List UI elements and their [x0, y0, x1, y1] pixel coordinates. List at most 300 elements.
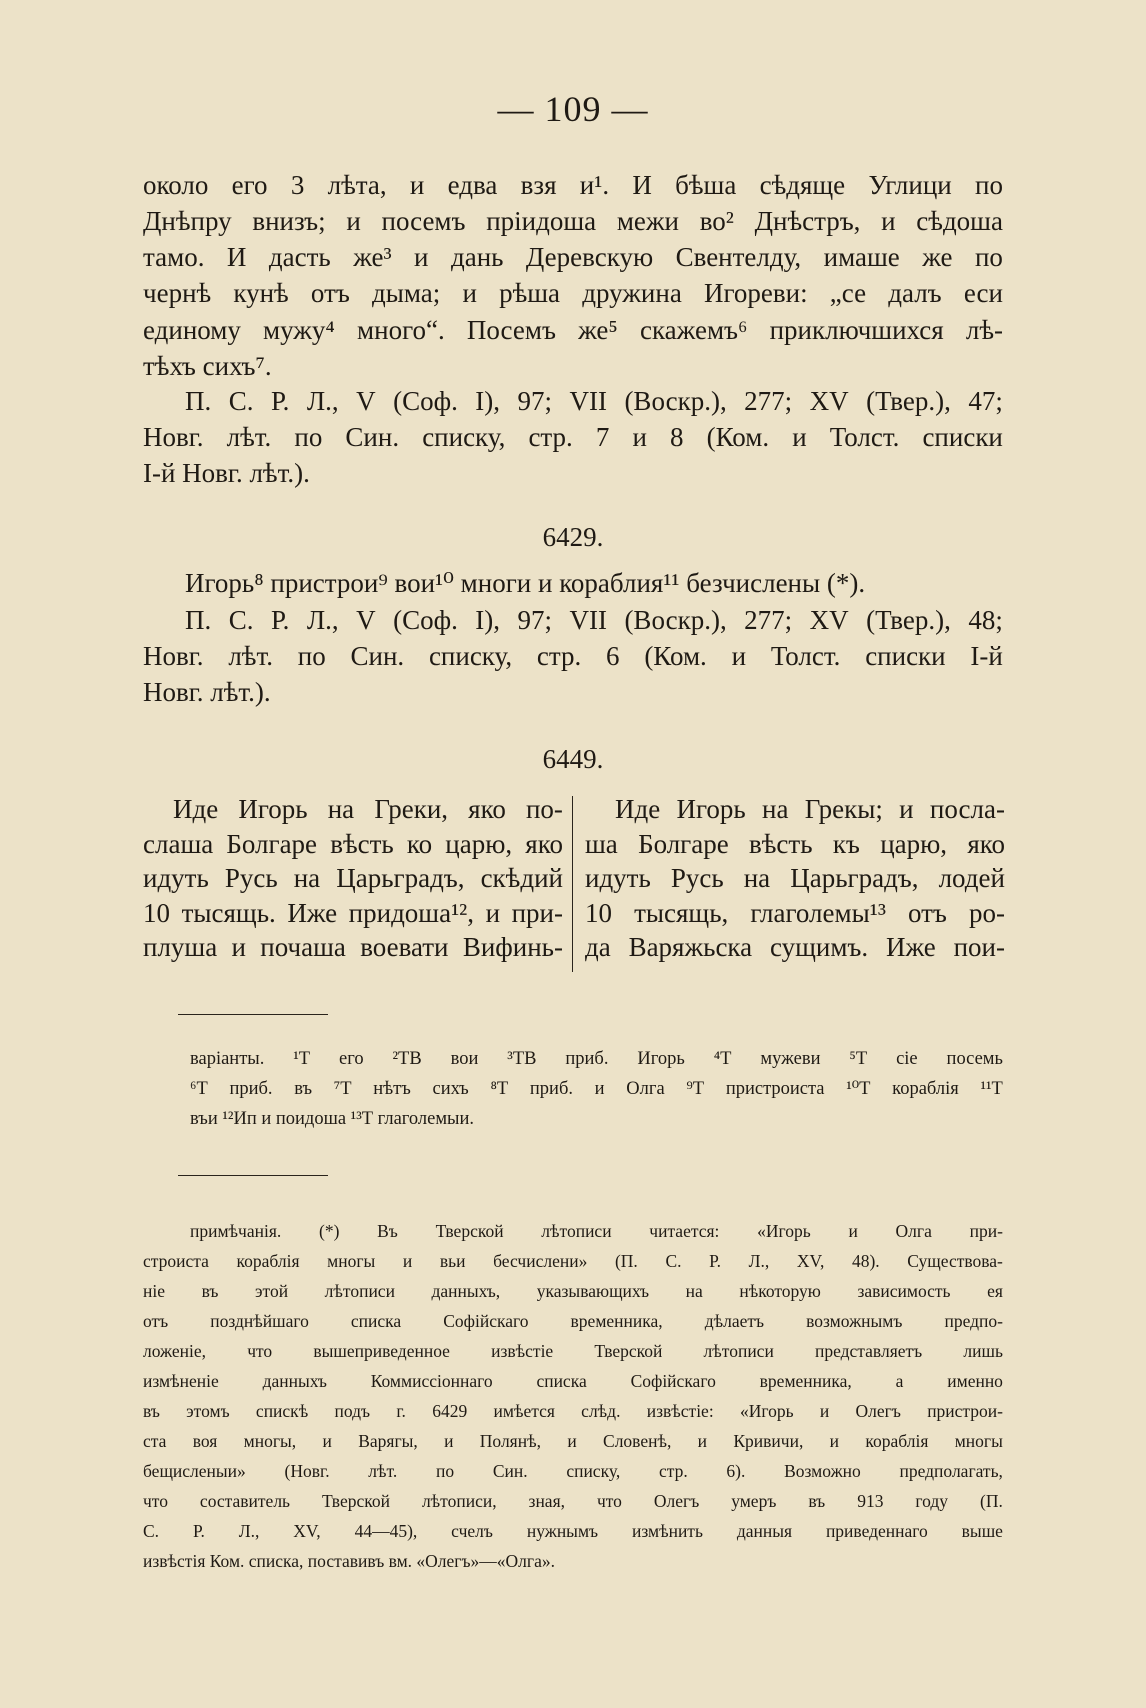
word: да: [585, 932, 611, 962]
word: V: [356, 605, 376, 635]
word: тысящь.: [181, 897, 276, 928]
word: С.: [665, 1251, 682, 1271]
word: ¹¹Т: [980, 1079, 1003, 1099]
column-line-text: [143, 861, 563, 896]
word: 913: [857, 1491, 884, 1511]
word: составитель: [199, 1491, 291, 1511]
footnote-rule: [178, 1014, 328, 1015]
column-line-text: [143, 896, 563, 931]
word: Полянѣ,: [479, 1431, 541, 1451]
word: П.: [185, 386, 212, 416]
notes-line: [143, 1336, 1003, 1366]
column-line: [143, 896, 563, 931]
word: и¹.: [579, 170, 610, 200]
word: и: [594, 1079, 605, 1099]
reference-content: [185, 384, 1003, 418]
word: что: [247, 1341, 273, 1361]
word: 6).: [726, 1461, 746, 1481]
word: 3: [290, 170, 305, 200]
word: и: [792, 422, 807, 452]
text-line: [143, 204, 1003, 238]
word: Иде: [615, 794, 661, 824]
text-line-content: [143, 313, 1003, 347]
word: его: [339, 1049, 364, 1069]
word: сѣдяще: [759, 170, 846, 200]
word: XV,: [796, 1251, 825, 1271]
word: зависимость: [857, 1281, 951, 1301]
word: списку,: [566, 1461, 621, 1481]
word: при-: [511, 897, 563, 928]
word: 10: [585, 897, 612, 928]
word: яко: [967, 828, 1005, 859]
word: Варягы,: [358, 1431, 418, 1451]
word: царю,: [445, 828, 513, 859]
word: ¹⁰Т: [846, 1079, 871, 1099]
reference-content: [143, 639, 1003, 673]
word: подъ: [334, 1401, 371, 1421]
word: на: [762, 794, 789, 824]
word: списку,: [422, 422, 506, 452]
word: и: [414, 242, 429, 272]
word: строиста: [143, 1251, 209, 1271]
word: и: [848, 1221, 858, 1241]
word: и: [231, 932, 246, 962]
word: Р.: [270, 386, 290, 416]
word: по: [435, 1461, 455, 1481]
word: ⁸Т: [490, 1079, 509, 1099]
word: Л.,: [306, 386, 339, 416]
word: и: [697, 1431, 708, 1451]
word: много“.: [357, 315, 445, 345]
word: дасть: [268, 242, 331, 272]
word: и: [632, 422, 647, 452]
word: ста: [143, 1431, 167, 1451]
word: (Соф.: [393, 386, 458, 416]
word: ⁵Т: [849, 1049, 868, 1069]
word: посла-: [929, 794, 1005, 824]
word: Болгаре: [638, 828, 729, 859]
word: дыма;: [372, 278, 441, 308]
text-line-content: [143, 168, 1003, 202]
word: Иже: [885, 932, 936, 962]
word: Новг.: [143, 422, 204, 452]
word: году: [915, 1491, 949, 1511]
word: Р.: [270, 605, 290, 635]
word: указывающихъ: [536, 1281, 650, 1301]
word: вои: [450, 1049, 479, 1069]
word: (Новг.: [284, 1461, 330, 1481]
word: же³: [353, 242, 392, 272]
word: Олегъ: [855, 1401, 901, 1421]
word: глаголемы¹³: [750, 897, 886, 928]
notes-block: [143, 1216, 1003, 1576]
word: позднѣйшаго: [210, 1311, 309, 1331]
word: ко: [406, 828, 433, 859]
right-column: [585, 792, 1005, 965]
text-line-content: тѣхъ сихъ⁷.: [143, 351, 272, 381]
word: лѣ-: [965, 315, 1003, 345]
variants-line-text: [190, 1044, 1003, 1074]
word: 277;: [744, 605, 793, 635]
word: XV: [809, 386, 849, 416]
word: Иже: [287, 897, 338, 928]
notes-line: [143, 1246, 1003, 1276]
word: отъ: [310, 278, 350, 308]
word: имаше: [823, 242, 900, 272]
word: Тверской: [435, 1221, 504, 1241]
word: Игорь: [676, 794, 746, 824]
column-line: [143, 792, 563, 827]
word: Толст.: [829, 422, 900, 452]
word: чернѣ: [143, 278, 212, 308]
word: скажемъ⁶: [639, 315, 748, 345]
word: V: [356, 386, 376, 416]
column-line-text: [173, 792, 563, 827]
notes-line-text: [143, 1456, 1003, 1486]
word: ¹Т: [293, 1049, 311, 1069]
word: Олга: [895, 1221, 932, 1241]
word: лѣтописи: [324, 1281, 395, 1301]
word: и: [881, 206, 896, 236]
word: Новг.: [143, 641, 204, 671]
word: (Ком.: [644, 641, 707, 671]
word: лѣт.: [228, 641, 273, 671]
word: И: [226, 242, 247, 272]
word: пои-: [953, 932, 1005, 962]
word: списка: [536, 1371, 587, 1391]
column-line: [143, 861, 563, 896]
word: многы: [954, 1431, 1003, 1451]
notes-line-text: [143, 1306, 1003, 1336]
word: ша: [585, 828, 618, 859]
word: (П.: [614, 1251, 638, 1271]
notes-line: [143, 1366, 1003, 1396]
word: и: [409, 170, 425, 200]
word: возможнымъ: [806, 1311, 903, 1331]
word: и: [899, 794, 914, 824]
word: и: [567, 1431, 577, 1451]
word: многы: [327, 1251, 376, 1271]
word: стр.: [536, 641, 582, 671]
word: слаша: [143, 828, 214, 859]
word: (Твер.),: [866, 386, 951, 416]
word: что: [143, 1491, 168, 1511]
word: Л.,: [238, 1521, 260, 1541]
word: «Игорь: [757, 1221, 811, 1241]
word: тамо.: [143, 242, 205, 272]
word: измѣнить: [631, 1521, 703, 1541]
word: нѣкоторую: [739, 1281, 821, 1301]
variants-line: [190, 1074, 1003, 1104]
word: мужу⁴: [263, 315, 335, 345]
word: посемь: [946, 1049, 1003, 1069]
reference-line: [143, 675, 1003, 709]
reference-line: [143, 420, 1003, 454]
word: Софійскаго: [443, 1311, 529, 1331]
word: Существова-: [907, 1251, 1003, 1271]
notes-line: [143, 1426, 1003, 1456]
column-line-text: [143, 930, 563, 965]
word: же⁵: [578, 315, 618, 345]
word: идуть: [585, 863, 651, 893]
word: единому: [143, 315, 241, 345]
word: и: [462, 278, 477, 308]
word: ея: [987, 1281, 1003, 1301]
word: данныя: [736, 1521, 793, 1541]
word: С.: [228, 386, 254, 416]
notes-line-text: [143, 1426, 1003, 1456]
word: ⁶Т: [190, 1079, 208, 1099]
word: Иде: [173, 794, 219, 824]
word: дѣлаетъ: [704, 1311, 765, 1331]
word: и: [402, 1251, 413, 1271]
word: посемъ: [381, 206, 466, 236]
word: Игорь: [637, 1049, 685, 1069]
word: I-й: [970, 641, 1003, 671]
word: Греки,: [374, 794, 449, 824]
word: царю,: [880, 828, 948, 859]
word: 6: [606, 641, 620, 671]
word: представляетъ: [814, 1341, 923, 1361]
word: внизъ;: [252, 206, 326, 236]
word: „се: [829, 278, 867, 308]
text-line: [143, 349, 1003, 383]
word: читается:: [649, 1221, 720, 1241]
text-line: [185, 566, 1045, 600]
text-line: [143, 168, 1003, 202]
word: по-: [525, 794, 563, 824]
text-line-content: Игорь⁸ пристрои⁹ вои¹⁰ многи и кораблия¹¹ безчислены (*).: [185, 568, 866, 598]
word: лѣт.: [226, 422, 272, 452]
word: сущимъ.: [769, 932, 869, 962]
word: 97;: [517, 605, 553, 635]
variants-line: [190, 1104, 1003, 1134]
word: 277;: [744, 386, 793, 416]
word: ніе: [143, 1281, 165, 1301]
reference-content: [185, 603, 1003, 637]
word: Деревскую: [525, 242, 654, 272]
word: во²: [699, 206, 734, 236]
notes-line: [143, 1456, 1003, 1486]
column-divider: [572, 796, 573, 972]
variants-line-text: [190, 1074, 1003, 1104]
word: отъ: [907, 897, 947, 928]
word: рѣша: [499, 278, 561, 308]
word: «Игорь: [739, 1401, 794, 1421]
word: вѣсть: [749, 828, 813, 859]
word: Углици: [868, 170, 952, 200]
word: его: [231, 170, 268, 200]
word: тысящь,: [634, 897, 729, 928]
year-heading: 6429.: [542, 522, 604, 552]
word: Болгаре: [226, 828, 318, 859]
page-number: — 109 —: [497, 89, 649, 129]
word: дружина: [582, 278, 682, 308]
word: а: [895, 1371, 904, 1391]
word: этой: [255, 1281, 289, 1301]
notes-line-text: [143, 1366, 1003, 1396]
reference-line: [185, 603, 1003, 637]
reference-content: [143, 420, 1003, 454]
word: приб.: [529, 1079, 573, 1099]
word: Днѣстръ,: [754, 206, 861, 236]
word: идуть: [143, 863, 209, 893]
column-line-text: [585, 896, 1005, 931]
variants-line: [190, 1044, 1003, 1074]
word: лѣтописи: [703, 1341, 774, 1361]
word: Вифинь-: [462, 932, 563, 962]
word: VII: [569, 386, 607, 416]
word: ложеніе,: [143, 1341, 207, 1361]
word: XV,: [293, 1521, 321, 1541]
word: въ: [201, 1281, 219, 1301]
word: Р.: [192, 1521, 205, 1541]
word: Кривичи,: [733, 1431, 804, 1451]
word: сѣдоша: [916, 206, 1003, 236]
word: стр.: [658, 1461, 688, 1481]
word: Софійскаго: [630, 1371, 716, 1391]
word: Русь: [670, 863, 724, 893]
word: кораблія: [865, 1431, 929, 1451]
word: стр.: [528, 422, 573, 452]
word: приб.: [565, 1049, 609, 1069]
word: Грекы;: [804, 794, 883, 824]
word: временника,: [570, 1311, 663, 1331]
word: приключшихся: [769, 315, 944, 345]
word: нѣтъ: [373, 1079, 411, 1099]
text-line: [143, 276, 1003, 310]
column-line: [585, 792, 1005, 827]
reference-line: [185, 384, 1003, 418]
word: Днѣпру: [143, 206, 232, 236]
word: приведеннаго: [825, 1521, 928, 1541]
word: Варяжьска: [628, 932, 753, 962]
word: взя: [520, 170, 557, 200]
word: на: [685, 1281, 703, 1301]
notes-line-text: [143, 1276, 1003, 1306]
column-line: [585, 930, 1005, 965]
word: лѣта,: [327, 170, 387, 200]
notes-line: [143, 1546, 1003, 1576]
word: вѣсть: [330, 828, 394, 859]
word: и: [444, 1431, 454, 1451]
word: П.: [185, 605, 212, 635]
word: этомъ: [186, 1401, 230, 1421]
notes-line-text: извѣстія Ком. списка, поставивъ вм. «Олегъ»—«Олга».: [143, 1551, 555, 1571]
word: при-: [969, 1221, 1003, 1241]
word: Л.,: [748, 1251, 770, 1271]
word: межи: [616, 206, 679, 236]
word: и: [346, 206, 361, 236]
word: Возможно: [784, 1461, 861, 1481]
notes-line: [143, 1486, 1003, 1516]
word: яко: [525, 828, 563, 859]
word: 47;: [968, 386, 1003, 416]
word: измѣненіе: [143, 1371, 219, 1391]
year-heading: 6449.: [542, 744, 604, 774]
word: извѣстіе: [491, 1341, 554, 1361]
word: варіанты.: [190, 1049, 265, 1069]
word: Посемъ: [466, 315, 556, 345]
word: что: [596, 1491, 622, 1511]
notes-line-text: [143, 1246, 1003, 1276]
word: зная,: [528, 1491, 566, 1511]
word: XV: [809, 605, 849, 635]
variants-block: [190, 1044, 1003, 1134]
word: данныхъ: [262, 1371, 327, 1391]
word: пристрои-: [927, 1401, 1003, 1421]
column-line-text: [143, 827, 563, 862]
word: ⁴Т: [713, 1049, 732, 1069]
notes-line-text: [143, 1336, 1003, 1366]
word: лѣтописи,: [421, 1491, 497, 1511]
word: 8: [670, 422, 684, 452]
word: списки: [865, 641, 946, 671]
word: С.: [143, 1521, 160, 1541]
word: умеръ: [731, 1491, 777, 1511]
word: (П.: [980, 1491, 1003, 1511]
text-line-content: [143, 240, 1003, 274]
word: же: [922, 242, 953, 272]
word: 48;: [968, 605, 1003, 635]
word: Царьградъ,: [336, 863, 465, 893]
word: имѣется: [493, 1401, 555, 1421]
word: и: [485, 897, 501, 928]
column-line-text: [615, 792, 1005, 827]
column-line: [143, 930, 563, 965]
reference-content: Новг. лѣт.).: [143, 677, 271, 707]
column-line-text: [585, 827, 1005, 862]
word: счелъ: [451, 1521, 493, 1541]
word: воевати: [360, 932, 449, 962]
word: VII: [569, 605, 607, 635]
word: Въ: [377, 1221, 398, 1241]
word: (Твер.),: [866, 605, 951, 635]
column-line-text: [585, 930, 1005, 965]
word: отъ: [143, 1311, 169, 1331]
word: далъ: [888, 278, 942, 308]
word: сихъ: [432, 1079, 469, 1099]
notes-line-text: [190, 1216, 1003, 1246]
word: 10: [143, 897, 170, 928]
word: бѣша: [675, 170, 737, 200]
word: на: [743, 863, 771, 893]
text-line: [143, 240, 1003, 274]
word: кунѣ: [233, 278, 289, 308]
column-line: [585, 827, 1005, 862]
word: бещисленыи»: [143, 1461, 246, 1481]
word: примѣчанія.: [190, 1221, 282, 1241]
word: Толст.: [770, 641, 841, 671]
word: 44—45),: [354, 1521, 418, 1541]
notes-line-text: [143, 1486, 1003, 1516]
word: кораблія: [236, 1251, 300, 1271]
notes-line: [143, 1396, 1003, 1426]
reference-line: [143, 456, 1003, 490]
word: по: [974, 242, 1003, 272]
column-line: [585, 896, 1005, 931]
word: временника,: [759, 1371, 852, 1391]
reference-content: I-й Новг. лѣт.).: [143, 458, 310, 488]
word: вышеприведенное: [313, 1341, 450, 1361]
word: яко: [468, 794, 506, 824]
word: Тверской: [594, 1341, 663, 1361]
notes-line: [190, 1216, 1003, 1246]
word: ⁷Т: [333, 1079, 352, 1099]
word: многы,: [243, 1431, 297, 1451]
text-line: [143, 313, 1003, 347]
word: г.: [396, 1401, 406, 1421]
